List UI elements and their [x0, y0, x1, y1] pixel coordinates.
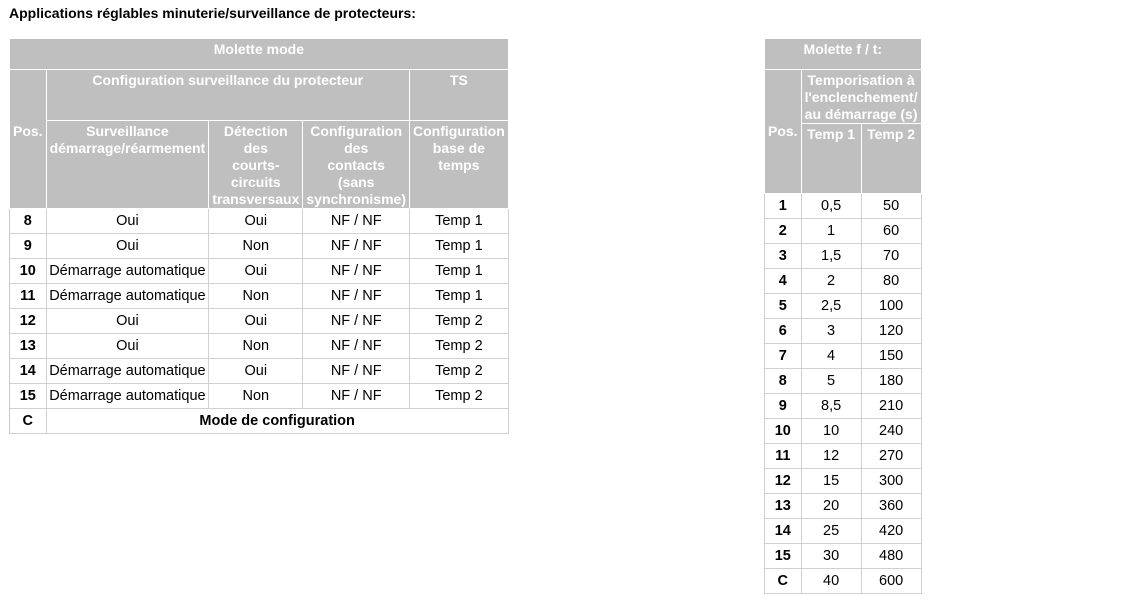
ft-cell-pos: 10	[765, 419, 802, 444]
mode-cell-surveillance: Démarrage automatique	[46, 284, 209, 309]
ft-cell-temp1: 2,5	[801, 294, 861, 319]
ft-cell-temp1: 15	[801, 469, 861, 494]
ft-cell-temp2: 180	[861, 369, 921, 394]
ft-row	[765, 394, 922, 419]
mode-cell-detection: Oui	[209, 359, 303, 384]
ft-cell-pos: 7	[765, 344, 802, 369]
mode-row	[10, 359, 509, 384]
mode-cell-contacts: NF / NF	[303, 384, 410, 409]
ft-col-temp2: Temp 2	[861, 124, 921, 194]
mode-cell-pos: 14	[10, 359, 47, 384]
mode-cell-pos: 8	[10, 209, 47, 234]
mode-col-base-temps	[409, 121, 508, 209]
mode-row	[10, 384, 509, 409]
ft-cell-pos: 14	[765, 519, 802, 544]
mode-col-surveillance-line1: Surveillance	[86, 123, 169, 139]
ft-cell-temp2: 100	[861, 294, 921, 319]
ft-cell-temp1: 25	[801, 519, 861, 544]
ft-cell-temp2: 50	[861, 194, 921, 219]
mode-cell-pos: 11	[10, 284, 47, 309]
mode-col-detection	[209, 121, 303, 209]
ft-cell-temp2: 480	[861, 544, 921, 569]
ft-cell-pos: 5	[765, 294, 802, 319]
ft-cell-temp2: 120	[861, 319, 921, 344]
mode-col-base-line1: Configuration	[412, 123, 505, 139]
mode-cell-base: Temp 2	[409, 384, 508, 409]
ft-cell-temp1: 3	[801, 319, 861, 344]
ft-col-pos: Pos.	[765, 70, 802, 194]
mode-cell-base: Temp 1	[409, 259, 508, 284]
mode-cell-surveillance: Oui	[46, 209, 209, 234]
mode-cell-contacts: NF / NF	[303, 359, 410, 384]
ft-cell-pos: 15	[765, 544, 802, 569]
mode-cell-base: Temp 1	[409, 209, 508, 234]
ft-cell-temp2: 60	[861, 219, 921, 244]
ft-row	[765, 419, 922, 444]
mode-group-header: Molette mode	[10, 39, 509, 70]
ft-row	[765, 344, 922, 369]
ft-cell-temp2: 600	[861, 569, 921, 594]
mode-cell-detection: Non	[209, 234, 303, 259]
ft-cell-pos: 2	[765, 219, 802, 244]
mode-col-contacts	[303, 121, 410, 209]
mode-row	[10, 284, 509, 309]
ft-cell-pos: 12	[765, 469, 802, 494]
mode-cell-detection: Oui	[209, 309, 303, 334]
ft-cell-pos: 11	[765, 444, 802, 469]
mode-cell-base: Temp 2	[409, 309, 508, 334]
ft-cell-temp2: 210	[861, 394, 921, 419]
mode-cell-surveillance: Oui	[46, 309, 209, 334]
mode-col-surveillance	[46, 121, 209, 209]
mode-cell-base: Temp 2	[409, 334, 508, 359]
ft-cell-temp1: 1	[801, 219, 861, 244]
mode-cell-contacts: NF / NF	[303, 259, 410, 284]
mode-col-detection-line3: transversaux	[212, 191, 300, 207]
mode-config-label: Mode de configuration	[46, 409, 508, 434]
ft-cell-temp2: 70	[861, 244, 921, 269]
ft-cell-temp1: 2	[801, 269, 861, 294]
ft-cell-temp2: 150	[861, 344, 921, 369]
mode-subgroup-ts: TS	[409, 70, 508, 121]
mode-cell-contacts: NF / NF	[303, 284, 410, 309]
ft-cell-temp1: 5	[801, 369, 861, 394]
mode-cell-base: Temp 1	[409, 234, 508, 259]
mode-row	[10, 259, 509, 284]
mode-cell-pos: 13	[10, 334, 47, 359]
ft-cell-temp2: 270	[861, 444, 921, 469]
mode-col-surveillance-line2: démarrage/réarmement	[49, 140, 206, 156]
ft-cell-temp1: 10	[801, 419, 861, 444]
mode-subgroup-config: Configuration surveillance du protecteur	[46, 70, 409, 121]
ft-group-header: Molette f / t:	[765, 39, 922, 70]
ft-row	[765, 519, 922, 544]
mode-cell-detection: Non	[209, 334, 303, 359]
ft-cell-temp1: 0,5	[801, 194, 861, 219]
ft-cell-pos: 13	[765, 494, 802, 519]
ft-cell-temp1: 4	[801, 344, 861, 369]
ft-cell-temp1: 30	[801, 544, 861, 569]
ft-cell-pos: 6	[765, 319, 802, 344]
ft-cell-temp2: 360	[861, 494, 921, 519]
ft-cell-temp1: 40	[801, 569, 861, 594]
mode-col-contacts-line1: Configuration des	[310, 123, 403, 156]
mode-col-contacts-line3: (sans synchronisme)	[306, 174, 406, 207]
ft-row	[765, 219, 922, 244]
mode-cell-pos: 10	[10, 259, 47, 284]
mode-row	[10, 309, 509, 334]
mode-cell-contacts: NF / NF	[303, 209, 410, 234]
mode-cell-contacts: NF / NF	[303, 309, 410, 334]
ft-subgroup-line1: Temporisation à l'enclenchement/	[804, 72, 918, 105]
ft-cell-temp1: 20	[801, 494, 861, 519]
mode-cell-surveillance: Démarrage automatique	[46, 359, 209, 384]
ft-cell-pos: 4	[765, 269, 802, 294]
ft-cell-temp2: 80	[861, 269, 921, 294]
ft-cell-temp1: 8,5	[801, 394, 861, 419]
ft-subgroup	[801, 70, 921, 124]
ft-row	[765, 369, 922, 394]
mode-cell-detection: Oui	[209, 259, 303, 284]
ft-cell-pos: 3	[765, 244, 802, 269]
mode-config-row	[10, 409, 509, 434]
mode-cell-pos: 9	[10, 234, 47, 259]
mode-cell-contacts: NF / NF	[303, 334, 410, 359]
ft-row	[765, 194, 922, 219]
ft-table	[764, 38, 922, 594]
mode-cell-surveillance: Oui	[46, 334, 209, 359]
mode-cell-detection: Non	[209, 284, 303, 309]
ft-cell-temp1: 12	[801, 444, 861, 469]
ft-row	[765, 244, 922, 269]
ft-row	[765, 469, 922, 494]
ft-cell-temp2: 420	[861, 519, 921, 544]
ft-row	[765, 444, 922, 469]
mode-cell-surveillance: Oui	[46, 234, 209, 259]
ft-cell-pos: 8	[765, 369, 802, 394]
mode-cell-detection: Oui	[209, 209, 303, 234]
page-title: Applications réglables minuterie/surveillance de protecteurs:	[9, 5, 416, 21]
ft-row	[765, 269, 922, 294]
ft-cell-temp2: 240	[861, 419, 921, 444]
mode-cell-detection: Non	[209, 384, 303, 409]
mode-cell-pos: 12	[10, 309, 47, 334]
mode-row	[10, 234, 509, 259]
mode-row	[10, 334, 509, 359]
mode-config-pos: C	[10, 409, 47, 434]
mode-cell-surveillance: Démarrage automatique	[46, 259, 209, 284]
ft-cell-temp1: 1,5	[801, 244, 861, 269]
ft-cell-pos: C	[765, 569, 802, 594]
ft-col-temp1: Temp 1	[801, 124, 861, 194]
ft-cell-pos: 1	[765, 194, 802, 219]
ft-row	[765, 494, 922, 519]
mode-table	[9, 38, 509, 434]
ft-row	[765, 569, 922, 594]
ft-cell-pos: 9	[765, 394, 802, 419]
mode-cell-pos: 15	[10, 384, 47, 409]
mode-cell-contacts: NF / NF	[303, 234, 410, 259]
mode-col-detection-line2: courts-circuits	[230, 157, 281, 190]
ft-cell-temp2: 300	[861, 469, 921, 494]
ft-subgroup-line2: au démarrage (s)	[804, 106, 918, 122]
mode-col-detection-line1: Détection des	[223, 123, 288, 156]
mode-col-contacts-line2: contacts	[327, 157, 385, 173]
mode-row	[10, 209, 509, 234]
mode-col-pos: Pos.	[10, 70, 47, 209]
mode-cell-base: Temp 2	[409, 359, 508, 384]
ft-row	[765, 544, 922, 569]
ft-row	[765, 319, 922, 344]
ft-row	[765, 294, 922, 319]
mode-cell-base: Temp 1	[409, 284, 508, 309]
mode-cell-surveillance: Démarrage automatique	[46, 384, 209, 409]
mode-col-base-line2: base de temps	[432, 140, 485, 173]
